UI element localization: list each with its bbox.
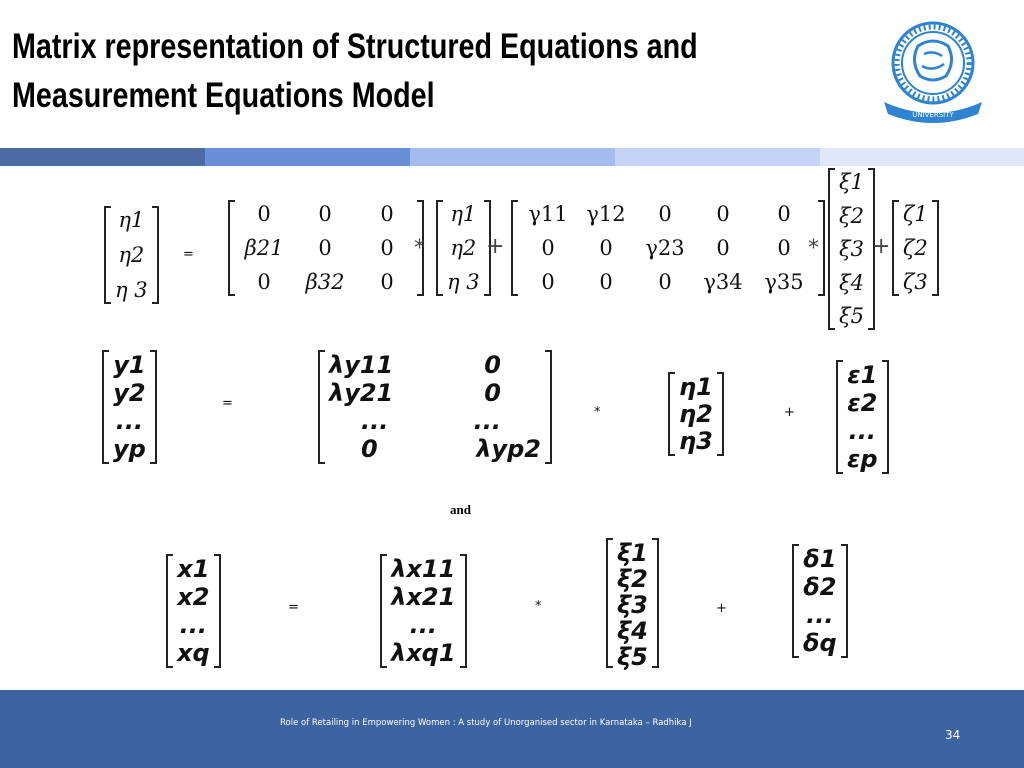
lambda-y-matrix xyxy=(318,352,552,462)
gamma-cell: 0 xyxy=(658,270,672,294)
eta-cell: η 3 xyxy=(115,278,148,302)
xi-cell: ξ3 xyxy=(839,237,864,261)
xi-cell: ξ1 xyxy=(839,170,864,194)
lambda-x-cell: λxq1 xyxy=(391,639,456,667)
lambda-y-cell: 0 xyxy=(361,435,378,463)
xi-cell: ξ4 xyxy=(839,270,864,295)
gamma-cell: 0 xyxy=(716,202,730,226)
eta-cell: η2 xyxy=(450,236,477,260)
eta-cell: η1 xyxy=(118,208,145,232)
y-cell: y1 xyxy=(113,351,146,379)
eta-vector xyxy=(104,208,159,302)
delta-cell: δq xyxy=(803,629,837,657)
beta-cell: 0 xyxy=(318,236,332,260)
gamma-cell: 0 xyxy=(777,202,791,226)
lambda-y-cell: λyp2 xyxy=(476,435,541,463)
xi-vector xyxy=(828,170,875,328)
xi-cell: ξ2 xyxy=(839,203,864,228)
delta-cell: δ2 xyxy=(803,573,837,601)
eta-cell: η 3 xyxy=(447,270,480,294)
xi-cell: ξ3 xyxy=(617,591,648,619)
eta-cell: η1 xyxy=(450,202,477,226)
x-cell: x2 xyxy=(177,583,210,611)
beta-cell: β21 xyxy=(244,236,284,260)
x-cell: x1 xyxy=(177,555,210,583)
page-number: 34 xyxy=(945,728,961,742)
gamma-cell: γ34 xyxy=(703,270,743,294)
gamma-cell: 0 xyxy=(541,236,555,260)
plus-sign: + xyxy=(784,405,795,420)
eta-cell: η2 xyxy=(118,243,145,267)
epsilon-vector xyxy=(836,362,889,472)
gamma-cell: γ23 xyxy=(645,236,685,260)
university-logo xyxy=(878,16,988,126)
eta-multiplier-vector xyxy=(436,202,491,294)
xi-cell: ξ5 xyxy=(617,643,648,671)
equals-sign: = xyxy=(288,600,299,615)
beta-cell: 0 xyxy=(257,270,271,294)
eta-vector-y xyxy=(668,374,724,454)
gamma-cell: 0 xyxy=(777,236,791,260)
xi-vector-x xyxy=(606,539,659,671)
xi-cell: ξ1 xyxy=(617,539,648,567)
eta-cell: η3 xyxy=(679,427,713,455)
and-label: and xyxy=(450,502,471,517)
gamma-cell: γ11 xyxy=(528,202,568,226)
logo-banner-text: UNIVERSITY xyxy=(912,111,954,119)
beta-cell: 0 xyxy=(380,236,394,260)
zeta-cell: ζ3 xyxy=(903,270,928,294)
header-stripe-5 xyxy=(820,148,1024,166)
gamma-cell: 0 xyxy=(716,236,730,260)
epsilon-cell: ... xyxy=(848,417,876,445)
xi-cell: ξ4 xyxy=(617,617,648,645)
plus-sign: + xyxy=(716,601,727,616)
y-cell: ... xyxy=(115,407,144,435)
eta-cell: η2 xyxy=(679,400,713,428)
x-vector xyxy=(166,556,221,666)
beta-cell: 0 xyxy=(318,202,332,226)
lambda-x-cell: λx11 xyxy=(391,555,456,583)
y-vector xyxy=(102,352,157,462)
gamma-cell: 0 xyxy=(599,270,613,294)
lambda-y-cell: ... xyxy=(473,407,501,435)
beta-cell: 0 xyxy=(380,202,394,226)
delta-cell: ... xyxy=(806,601,834,629)
epsilon-cell: ε1 xyxy=(847,361,878,389)
header-stripe-4 xyxy=(615,148,820,166)
beta-cell: β32 xyxy=(305,270,345,294)
lambda-y-cell: ... xyxy=(361,407,389,435)
header-stripe-1 xyxy=(0,148,205,166)
equals-sign: = xyxy=(183,247,194,262)
multiply-sign: * xyxy=(535,599,542,614)
gamma-cell: γ12 xyxy=(586,202,626,226)
eta-cell: η1 xyxy=(679,373,713,401)
plus-sign: + xyxy=(486,234,505,259)
beta-cell: 0 xyxy=(257,202,271,226)
slide-title: Matrix representation of Structured Equations and Measurement Equations Model xyxy=(12,27,698,115)
lambda-x-cell: ... xyxy=(409,611,437,639)
zeta-cell: ζ1 xyxy=(903,202,928,226)
gamma-matrix xyxy=(511,202,825,294)
lambda-x-cell: λx21 xyxy=(391,583,456,611)
footer-bar xyxy=(0,690,1024,768)
header-stripe-2 xyxy=(205,148,410,166)
lambda-y-cell: λy11 xyxy=(329,351,394,379)
x-cell: xq xyxy=(177,639,210,667)
y-cell: y2 xyxy=(113,379,146,407)
gamma-cell: 0 xyxy=(599,236,613,260)
plus-sign: + xyxy=(872,234,891,259)
beta-cell: 0 xyxy=(380,270,394,294)
multiply-sign: * xyxy=(808,236,819,261)
xi-cell: ξ5 xyxy=(839,304,864,328)
lambda-y-cell: 0 xyxy=(484,379,501,407)
multiply-sign: * xyxy=(414,236,425,261)
gamma-cell: 0 xyxy=(541,270,555,294)
lambda-x-matrix xyxy=(380,556,467,666)
lambda-y-cell: 0 xyxy=(484,351,501,379)
x-cell: ... xyxy=(179,611,208,639)
y-cell: yp xyxy=(113,435,146,463)
epsilon-cell: ε2 xyxy=(847,389,878,417)
gamma-cell: γ35 xyxy=(764,270,804,294)
multiply-sign: * xyxy=(594,405,601,420)
xi-cell: ξ2 xyxy=(617,565,648,593)
delta-vector xyxy=(792,546,848,656)
delta-cell: δ1 xyxy=(803,545,837,573)
header-stripe-3 xyxy=(410,148,615,166)
gamma-cell: 0 xyxy=(658,202,672,226)
zeta-vector xyxy=(892,202,939,294)
zeta-cell: ζ2 xyxy=(903,236,928,260)
beta-matrix xyxy=(228,202,424,294)
footer-citation: Role of Retailing in Empowering Women : A study of Unorganised sector in Karnataka – Radhika J xyxy=(280,718,692,728)
equals-sign: = xyxy=(222,396,233,411)
epsilon-cell: εp xyxy=(847,445,878,473)
lambda-y-cell: λy21 xyxy=(329,379,394,407)
